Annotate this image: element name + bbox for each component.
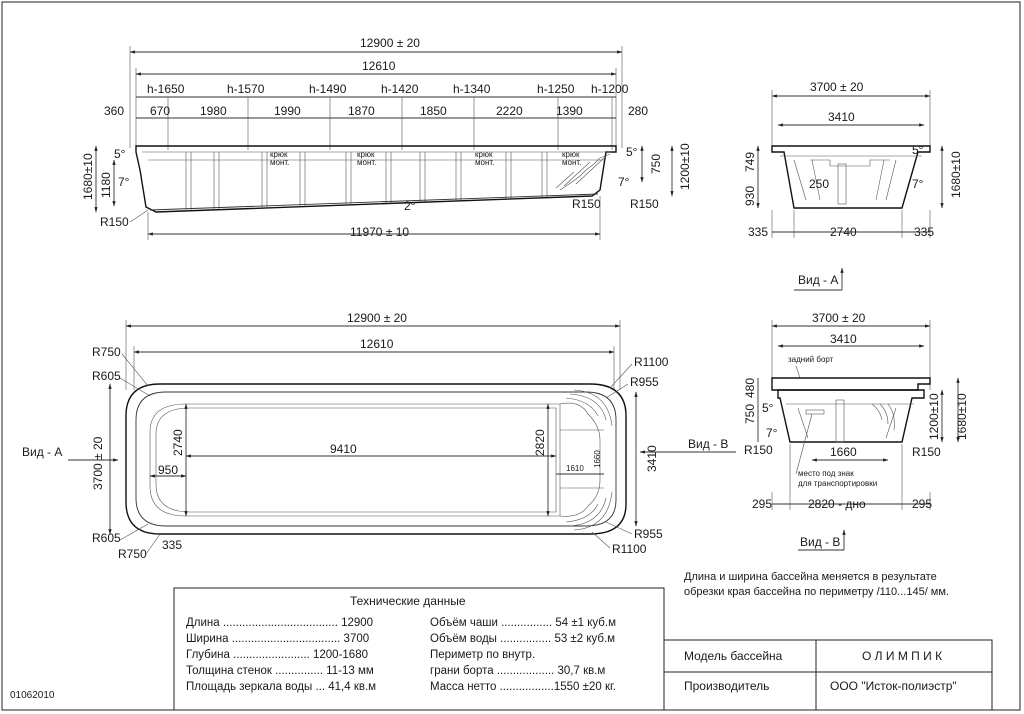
plan-view-b-label: Вид - В	[688, 437, 729, 451]
spec-right-row: Объём воды ................ 53 ±2 куб.м	[430, 633, 616, 645]
hook-label-2: крюк монт.	[357, 150, 377, 167]
side-radius-mid: R150	[572, 197, 601, 211]
plan-step-width-a: 1610	[566, 464, 584, 473]
hook-label-1: крюк монт.	[270, 150, 290, 167]
section-b-angle-side: 7°	[766, 426, 778, 440]
depth-mark: h-1340	[453, 82, 491, 96]
side-height-total-right: 1200±10	[678, 143, 692, 190]
model-value: О Л И М П И К	[862, 649, 943, 663]
spec-right-row: грани борта .................. 30,7 кв.м	[430, 665, 606, 677]
side-height-left: 1180	[99, 172, 113, 198]
section-b-back-wall-label: задний борт	[788, 355, 834, 364]
plan-r750-top: R750	[92, 345, 121, 359]
plan-inner-width-right: 2820	[533, 429, 547, 456]
section-a-angle-side: 7°	[912, 177, 924, 191]
note	[684, 571, 949, 598]
plan-step-length: 950	[158, 463, 179, 477]
depth-mark: h-1650	[147, 82, 185, 96]
depth-mark: h-1250	[537, 82, 575, 96]
spec-left-row: Глубина ........................ 1200-1680	[186, 649, 368, 661]
segment-length: 1390	[556, 104, 583, 118]
spec-right-row: Объём чаши ................ 54 ±1 куб.м	[430, 617, 616, 629]
spec-left-row: Длина .................................... 12900	[186, 617, 374, 629]
plan-r605-bottom: R605	[92, 531, 121, 545]
drawing-code: 01062010	[10, 690, 55, 701]
segment-length: 1850	[420, 104, 447, 118]
segment-length: 360	[104, 104, 125, 118]
plan-view-a-label: Вид - А	[22, 445, 63, 459]
segment-length: 280	[628, 104, 649, 118]
section-b-right-margin: 295	[912, 497, 933, 511]
plan-total-width-right: 3410	[645, 445, 659, 472]
plan-step-width-b: 1660	[593, 450, 602, 468]
plan-inner-length: 12610	[360, 337, 394, 351]
plan-r955-top: R955	[630, 375, 659, 389]
section-a-h-top: 749	[743, 151, 757, 172]
section-b-angle-top: 5°	[762, 401, 774, 415]
depth-mark: h-1490	[309, 82, 347, 96]
section-b-sign-label: место под знак для транспортировки	[798, 469, 878, 488]
plan-overall-length: 12900 ± 20	[347, 311, 407, 325]
side-angle-top-left: 5°	[114, 147, 126, 161]
plan-bottom-length: 9410	[330, 442, 357, 456]
spec-right-row: Масса нетто .................1550 ±20 кг.	[430, 681, 616, 693]
section-b-h-upper: 480	[743, 377, 757, 398]
section-a-width: 3700 ± 20	[810, 80, 864, 94]
segment-length: 1870	[348, 104, 375, 118]
segment-length: 2220	[496, 104, 523, 118]
section-b-inner-width: 3410	[830, 332, 857, 346]
side-bottom-length: 11970 ± 10	[350, 225, 410, 239]
section-a-view-label: Вид - А	[798, 273, 839, 287]
plan-width: 3700 ± 20	[91, 436, 105, 490]
segment-length: 670	[150, 104, 171, 118]
section-b-height-1680: 1680±10	[955, 393, 969, 440]
section-b-radius-left: R150	[744, 443, 773, 457]
section-b-left-margin: 295	[752, 497, 773, 511]
spec-right-row: Периметр по внутр.	[430, 649, 536, 661]
side-view	[81, 36, 692, 240]
spec-left-row: Ширина .................................. 3700	[186, 633, 370, 645]
specs-table	[174, 588, 664, 710]
side-height-total-left: 1680±10	[81, 153, 95, 200]
section-a-right-margin: 335	[914, 225, 935, 239]
side-inner-length: 12610	[362, 59, 396, 73]
plan-r955-bottom: R955	[634, 527, 663, 541]
depth-mark: h-1570	[227, 82, 265, 96]
side-angle-side-right: 7°	[618, 175, 630, 189]
section-a-inner-width: 3410	[828, 110, 855, 124]
section-b-h-lower: 750	[743, 403, 757, 424]
hook-label-4: крюк монт.	[562, 150, 582, 167]
section-b-width: 3700 ± 20	[812, 311, 866, 325]
spec-left-row: Площадь зеркала воды ... 41,4 кв.м	[186, 681, 377, 693]
side-radius-right: R150	[630, 197, 659, 211]
section-a-rib: 250	[809, 177, 830, 191]
section-a-total-height: 1680±10	[949, 151, 963, 198]
section-b-height-1200: 1200±10	[927, 393, 941, 440]
segment-length: 1990	[274, 104, 301, 118]
model-label: Модель бассейна	[684, 649, 783, 663]
specs-title: Технические данные	[350, 594, 466, 608]
side-angle-bottom: 2°	[404, 199, 416, 213]
depth-mark: h-1200	[591, 82, 629, 96]
section-a-bottom-width: 2740	[830, 225, 857, 239]
section-b	[743, 311, 969, 550]
note-line-2: обрезки края бассейна по периметру /110...145/ мм.	[684, 586, 949, 598]
section-b-view-label: Вид - В	[800, 535, 841, 549]
plan-inner-width-left: 2740	[171, 429, 185, 456]
depth-mark: h-1420	[381, 82, 419, 96]
section-b-radius-right: R150	[912, 445, 941, 459]
plan-r605-top: R605	[92, 369, 121, 383]
hook-label-3: крюк монт.	[475, 150, 495, 167]
title-block	[664, 640, 992, 710]
plan-r1100-bottom: R1100	[612, 542, 647, 556]
spec-left-row: Толщина стенок ............... 11-13 мм	[186, 665, 374, 677]
section-a-angle-top: 5°	[912, 143, 924, 157]
side-angle-top-right: 5°	[626, 145, 638, 159]
segment-length: 1980	[200, 104, 227, 118]
side-height-right-inner: 750	[649, 153, 663, 174]
note-line-1: Длина и ширина бассейна меняется в результате	[684, 571, 937, 583]
section-a	[743, 80, 963, 290]
side-angle-side-left: 7°	[118, 175, 130, 189]
plan-margin-335: 335	[162, 538, 183, 552]
side-radius-left: R150	[100, 215, 129, 229]
plan-r750-bottom: R750	[118, 547, 147, 561]
plan-r1100-top: R1100	[634, 355, 669, 369]
side-overall-length: 12900 ± 20	[360, 36, 420, 50]
section-b-bottom-width-1660: 1660	[830, 445, 857, 459]
maker-label: Производитель	[684, 679, 770, 693]
section-a-h-bottom: 930	[743, 185, 757, 206]
plan-view	[22, 311, 736, 561]
section-b-bottom-label: 2820 - дно	[808, 497, 866, 511]
maker-value: ООО "Исток-полиэстр"	[830, 679, 957, 693]
section-a-left-margin: 335	[748, 225, 769, 239]
